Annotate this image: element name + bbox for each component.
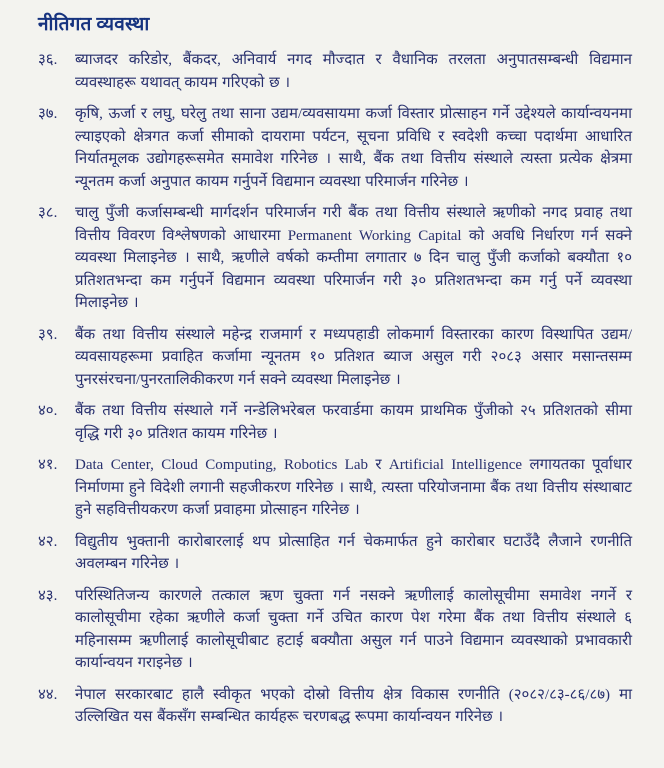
item-text: बैंक तथा वित्तीय संस्थाले गर्ने नन्डेलिभरेबल फरवार्डमा कायम प्राथमिक पुँजीको २५ प्रतिशतको सीमा वृद्धि गरी ३० प्रतिशत कायम गरिनेछ ।	[75, 403, 632, 442]
policy-item	[38, 324, 632, 392]
item-number: ३६.	[38, 52, 58, 68]
item-text: नेपाल सरकारबाट हालै स्वीकृत भएको दोस्रो वित्तीय क्षेत्र विकास रणनीति (२०८२/८३-८६/८७) मा उल्लिखित यस बैंकसँग सम्बन्धित कार्यहरू चरणबद्ध रूपमा कार्यान्वयन गरिनेछ ।	[75, 686, 632, 725]
item-text: विद्युतीय भुक्तानी कारोबारलाई थप प्रोत्साहित गर्न चेकमार्फत हुने कारोबार घटाउँदै लैजाने रणनीति अवलम्बन गरिनेछ ।	[75, 533, 632, 572]
item-number: ४१.	[38, 457, 58, 473]
page-title: नीतिगत व्यवस्था	[38, 14, 150, 35]
item-text: बैंक तथा वित्तीय संस्थाले महेन्द्र राजमार्ग र मध्यपहाडी लोकमार्ग विस्तारका कारण विस्थापित उद्यम/व्यवसायहरूमा प्रवाहित कर्जामा न्यूनतम १० प्रतिशत ब्याज असुल गरी २०८३ असार मसान्तसम्म पुनरसंरचना/पुनरतालिकीकरण गर्न सक्ने व्यवस्था मिलाइनेछ ।	[75, 326, 632, 388]
policy-item	[38, 585, 632, 675]
item-number: ३७.	[38, 106, 58, 122]
policy-item	[38, 454, 632, 522]
policy-item	[38, 400, 632, 445]
item-text: कृषि, ऊर्जा र लघु, घरेलु तथा साना उद्यम/व्यवसायमा कर्जा विस्तार प्रोत्साहन गर्ने उद्देश्यले कार्यान्वयनमा ल्याइएको क्षेत्रगत कर्जा सीमाको दायरामा पर्यटन, सूचना प्रविधि र स्वदेशी कच्चा पदार्थमा आधारित निर्यातमूलक उद्योगहरूसमेत समावेश गरिनेछ । साथै, बैंक तथा वित्तीय संस्थाले त्यस्ता प्रत्येक क्षेत्रमा न्यूनतम कर्जा अनुपात कायम गर्नुपर्ने विद्यमान व्यवस्था परिमार्जन गरिनेछ ।	[75, 106, 632, 190]
item-number: ४४.	[38, 686, 58, 703]
policy-item	[38, 202, 632, 315]
policy-item	[38, 684, 632, 729]
item-text: Data Center, Cloud Computing, Robotics Lab र Artificial Intelligence लगायतका पूर्वाधार निर्माणमा हुने विदेशी लगानी सहजीकरण गरिनेछ । साथै, त्यस्ता परियोजनामा बैंक तथा वित्तीय संस्थाबाट हुने सहवित्तीयकरण कर्जा प्रवाहमा प्रोत्साहन गरिनेछ ।	[75, 457, 632, 518]
policy-item	[38, 103, 632, 193]
item-number: ३९.	[38, 326, 58, 343]
item-number: ४०.	[38, 403, 58, 419]
item-number: ४२.	[38, 533, 58, 550]
item-number: ४३.	[38, 587, 58, 604]
item-text: चालु पुँजी कर्जासम्बन्धी मार्गदर्शन परिमार्जन गरी बैंक तथा वित्तीय संस्थाले ऋणीको नगद प्रवाह तथा वित्तीय विवरण विश्लेषणको आधारमा Permanent Working Capital को अवधि निर्धारण गर्न सक्ने व्यवस्था मिलाइनेछ । साथै, ऋणीले वर्षको कम्तीमा लगातार ७ दिन चालु पुँजी कर्जाको बक्यौता १० प्रतिशतभन्दा कम गर्नुपर्ने विद्यमान व्यवस्था परिमार्जन गरी ३० प्रतिशतभन्दा कम गर्नु पर्ने व्यवस्था मिलाइनेछ ।	[75, 205, 632, 311]
policy-item	[38, 49, 632, 94]
item-text: परिस्थितिजन्य कारणले तत्काल ऋण चुक्ता गर्न नसक्ने ऋणीलाई कालोसूचीमा समावेश नगर्ने र कालोसूचीमा रहेका ऋणीले कर्जा चुक्ता गर्ने उचित कारण पेश गरेमा बैंक तथा वित्तीय संस्थाले ६ महिनासम्म ऋणीलाई कालोसूचीबाट हटाई बक्यौता असुल गर्न पाउने विद्यमान व्यवस्थाको प्रभावकारी कार्यान्वयन गराइनेछ ।	[75, 587, 632, 671]
item-number: ३८.	[38, 205, 58, 221]
policy-item	[38, 531, 632, 576]
item-text: ब्याजदर करिडोर, बैंकदर, अनिवार्य नगद मौज्दात र वैधानिक तरलता अनुपातसम्बन्धी विद्यमान व्यवस्थाहरू यथावत् कायम गरिएको छ ।	[75, 52, 632, 91]
